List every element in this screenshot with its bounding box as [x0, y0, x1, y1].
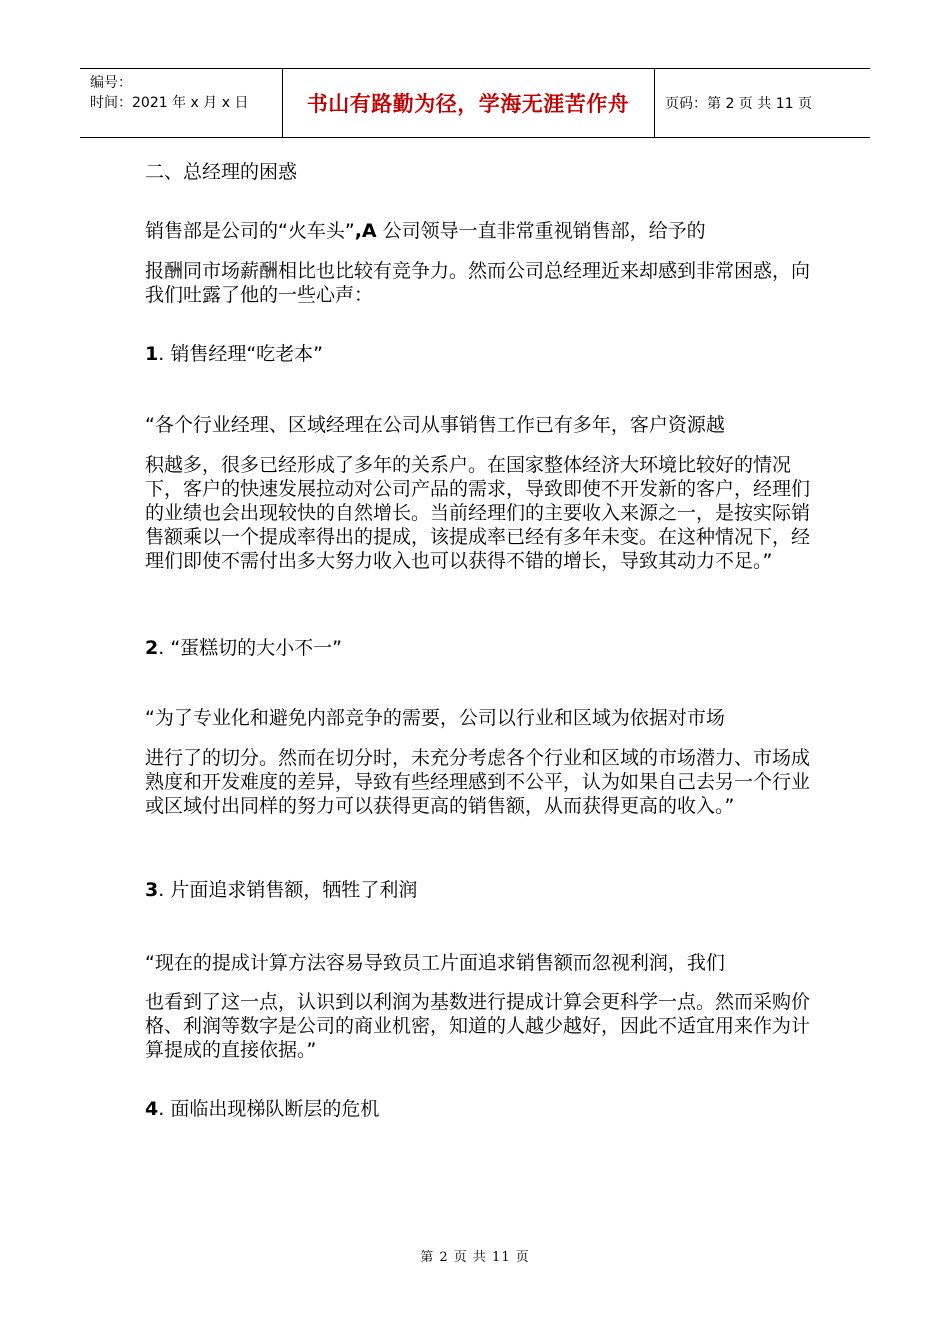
item-title: . 面临出现梯队断层的危机: [158, 1098, 380, 1120]
intro-text-a: 销售部是公司的“火车头”: [145, 220, 355, 242]
page-footer: 第 2 页 共 11 页: [420, 1250, 530, 1265]
item-title: . 销售经理“吃老本”: [158, 343, 324, 365]
item-number: 2: [145, 637, 159, 659]
item-quote-rest: 积越多，很多已经形成了多年的关系户。在国家整体经济大环境比较好的情况下，客户的快速发展拉动对公司产品的需求，导致即使不开发新的客户，经理们的业绩也会出现较快的自然增长。当前经理们的主要收入来源之一，是按实际销售额乘以一个提成率得出的提成，该提成率已经有多年未变。在这种情况下，经理们即使不需付出多大努力收入也可以获得不错的增长，导致其动力不足。”: [145, 454, 811, 572]
item-quote-rest: 也看到了这一点，认识到以利润为基数进行提成计算会更科学一点。然而采购价格、利润等数字是公司的商业机密，知道的人越少越好，因此不适宜用来作为计算提成的直接依据。”: [145, 991, 811, 1061]
section-title: 二、总经理的困惑: [145, 161, 298, 183]
intro-text-c: 公司领导一直非常重视销售部，给予的: [376, 220, 706, 242]
item-quote-rest: 进行了的切分。然而在切分时，未充分考虑各个行业和区域的市场潜力、市场成熟度和开发难度的差异，导致有些经理感到不公平，认为如果自己去另一个行业或区域付出同样的努力可以获得更高的销售额，从而获得更高的收入。”: [145, 747, 811, 817]
item-heading: [145, 878, 810, 902]
item-number: 3: [145, 879, 159, 901]
document-number-label: 编号：: [90, 75, 132, 91]
header-page-info: 页码：第 2 页 共 11 页: [665, 96, 812, 112]
item-number: 4: [145, 1098, 159, 1120]
item-title: . 片面追求销售额，牺牲了利润: [158, 879, 418, 901]
document-time-label: 时间：2021 年 x 月 x 日: [90, 95, 249, 111]
item-title: . “蛋糕切的大小不一”: [158, 637, 343, 659]
item-quote-first-line: “各个行业经理、区域经理在公司从事销售工作已有多年，客户资源越: [145, 414, 725, 436]
header-divider: [654, 69, 655, 137]
header-meta: [90, 73, 248, 113]
page-header: [80, 68, 870, 138]
item-number: 1: [145, 343, 159, 365]
intro-text-b: ,A: [354, 220, 377, 242]
item-heading: [145, 342, 810, 366]
item-heading: [145, 636, 810, 660]
item-quote-first-line: “为了专业化和避免内部竞争的需要，公司以行业和区域为依据对市场: [145, 707, 725, 729]
item-quote-first-line: “现在的提成计算方法容易导致员工片面追求销售额而忽视利润，我们: [145, 952, 725, 974]
intro-paragraph-first-line: [145, 219, 810, 243]
item-heading: [145, 1097, 810, 1121]
header-motto: 书山有路勤为径，学海无涯苦作舟: [306, 92, 630, 116]
intro-paragraph-rest: 报酬同市场薪酬相比也比较有竞争力。然而公司总经理近来却感到非常困惑，向我们吐露了他的一些心声：: [145, 260, 811, 306]
